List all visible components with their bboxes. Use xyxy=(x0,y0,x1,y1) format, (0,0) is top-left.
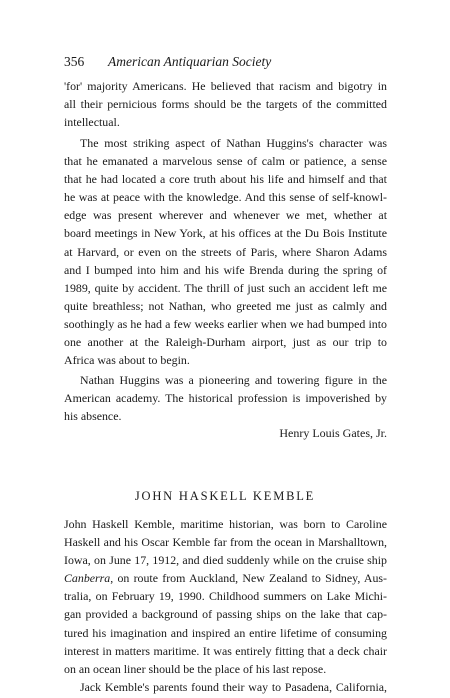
text-line xyxy=(64,569,387,587)
text-line: his absence. xyxy=(64,409,122,424)
text-line: tured his imagination and inspired an entire lifetime of consuming xyxy=(64,625,387,640)
text-line: all their pernicious forms should be the targets of the committed xyxy=(64,97,387,112)
text-line: Jack Kemble's parents found their way to Pasadena, California, xyxy=(80,680,387,694)
text-line: intellectual. xyxy=(64,115,120,130)
text-fragment: , on route from Auckland, New Zealand to Sidney, Aus- xyxy=(110,571,387,586)
text-line: 'for' majority Americans. He believed that racism and bigotry in xyxy=(64,79,387,93)
parents-paragraph xyxy=(64,678,387,696)
text-line: edge was present wherever and whenever we met, whether at xyxy=(64,208,387,223)
text-line: 1989, quite by accident. The thrill of just such an accident left me xyxy=(64,280,387,295)
page-number: 356 xyxy=(64,54,85,69)
running-head xyxy=(64,54,394,70)
text-line: John Haskell Kemble, maritime historian, was born to Caroline xyxy=(64,517,387,531)
obituary-heading: JOHN HASKELL KEMBLE xyxy=(134,489,316,503)
text-line: board meetings in New York, at his offices at the Du Bois Institute xyxy=(64,226,387,241)
text-line: he was at peace with the knowledge. And this sense of self-knowl- xyxy=(64,190,387,205)
text-line: on an ocean liner should be the place of his last repose. xyxy=(64,661,327,676)
character-paragraph xyxy=(64,134,387,369)
text-line: tralia, on February 19, 1990. Childhood summers on Lake Michi- xyxy=(64,589,387,604)
text-line: interest in matters maritime. It was entirely fitting that a deck chair xyxy=(64,643,387,658)
author-signature: Henry Louis Gates, Jr. xyxy=(279,426,387,440)
text-line: American academy. The historical profession is impoverished by xyxy=(64,391,387,406)
closing-paragraph xyxy=(64,371,387,425)
text-line: that he had located a core truth about his life and himself and that xyxy=(64,172,387,187)
text-line: Africa was about to begin. xyxy=(64,353,190,368)
text-line: and I bumped into him and his wife Brenda during the spring of xyxy=(64,262,387,277)
text-line: The most striking aspect of Nathan Huggins's character was xyxy=(80,136,387,150)
journal-title: American Antiquarian Society xyxy=(108,54,272,69)
text-line: one another at the Raleigh-Durham airport, just as our trip to xyxy=(64,335,387,350)
continuation-paragraph xyxy=(64,77,387,131)
ship-name: Canberra xyxy=(64,571,111,586)
text-line: quite breathless; not Nathan, who greeted me just as calmly and xyxy=(64,298,387,313)
text-line: gan provided a background of passing ships on the lake that cap- xyxy=(64,607,387,622)
text-line: Iowa, on June 17, 1912, and died suddenly while on the cruise ship xyxy=(64,553,387,568)
kemble-paragraph xyxy=(64,515,387,678)
text-line: Haskell and his Oscar Kemble far from the ocean in Marshalltown, xyxy=(64,535,387,550)
text-line: Nathan Huggins was a pioneering and towering figure in the xyxy=(80,373,387,387)
text-line: soothingly as he had a few weeks earlier when we had bumped into xyxy=(64,316,387,331)
text-line: at Harvard, or even on the streets of Paris, where Sharon Adams xyxy=(64,244,387,259)
text-line: that he emanated a marvelous sense of calm or patience, a sense xyxy=(64,154,387,169)
